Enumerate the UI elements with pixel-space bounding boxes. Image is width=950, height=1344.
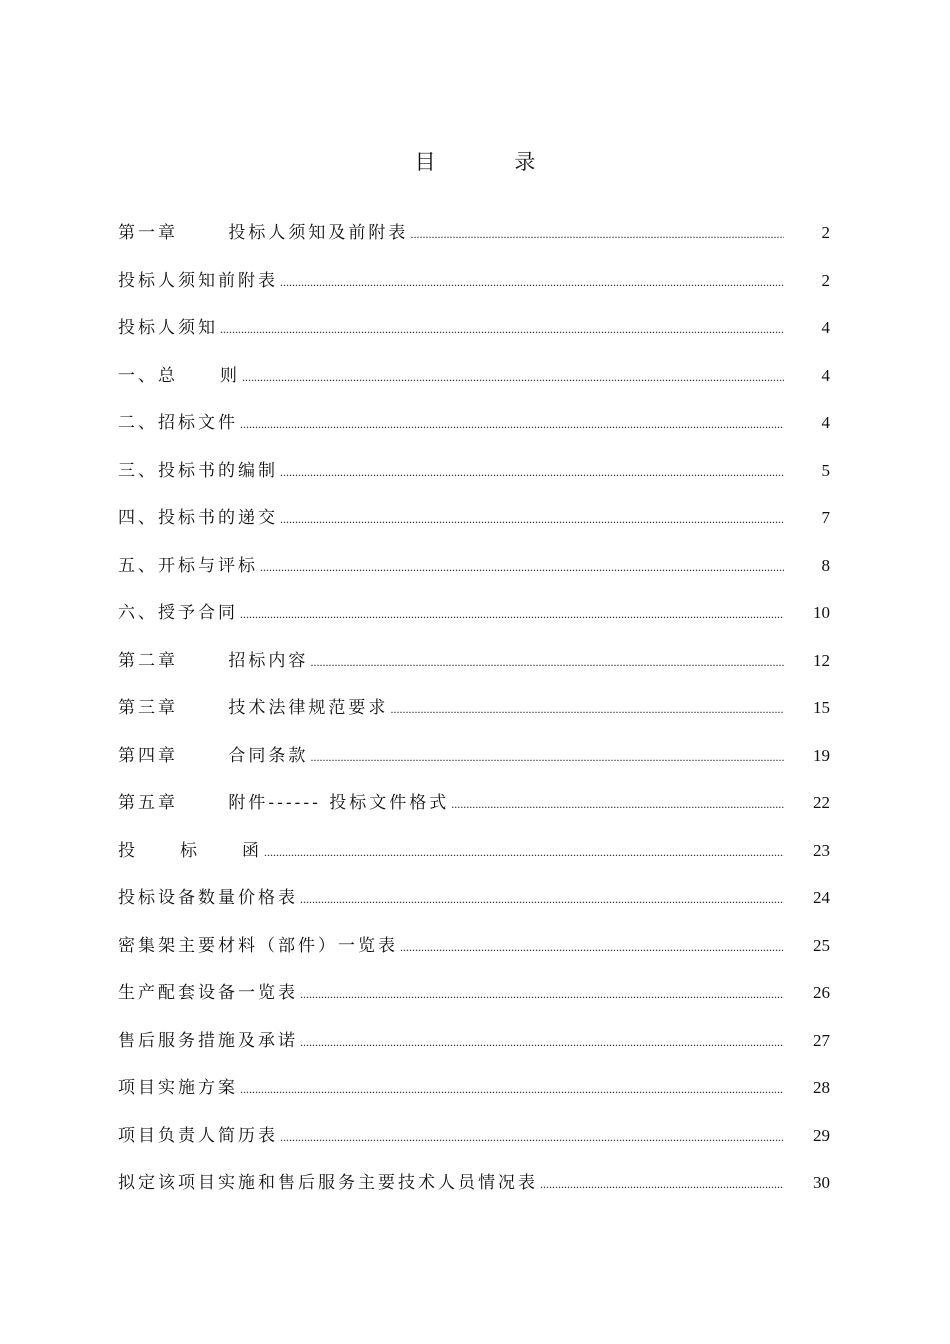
toc-entry-page-number: 22 [813, 793, 830, 812]
table-of-contents [118, 218, 830, 1216]
toc-entry-page-number: 7 [821, 508, 830, 527]
toc-entry-label: 第二章 招标内容 [118, 650, 309, 671]
dot-leader [540, 1177, 784, 1192]
toc-entry-page-number: 15 [813, 698, 830, 717]
dot-leader [260, 560, 784, 575]
dot-leader [280, 465, 784, 480]
toc-entry[interactable] [118, 646, 830, 694]
toc-entry[interactable] [118, 313, 830, 361]
toc-entry-page-number: 4 [821, 413, 830, 432]
toc-entry-label: 生产配套设备一览表 [118, 983, 298, 1003]
toc-entry[interactable] [118, 1073, 830, 1121]
toc-entry-page-number: 30 [813, 1173, 830, 1192]
toc-entry-page-number: 2 [821, 270, 830, 290]
toc-entry-label: 售后服务措施及承诺 [118, 1030, 298, 1051]
dot-leader [310, 655, 784, 670]
toc-entry[interactable] [118, 1121, 830, 1169]
toc-entry-label: 投标设备数量价格表 [118, 888, 298, 908]
dot-leader [242, 370, 784, 385]
toc-entry[interactable] [118, 693, 830, 741]
dot-leader [410, 227, 784, 242]
dot-leader [310, 750, 784, 765]
dot-leader [300, 987, 784, 1002]
toc-title: 目 录 [414, 150, 572, 174]
toc-entry-page-number: 10 [813, 603, 830, 622]
toc-entry-label: 二、招标文件 [118, 413, 238, 433]
dot-leader [264, 845, 784, 860]
dot-leader [280, 275, 784, 290]
toc-entry-label: 投 标 函 [118, 840, 263, 861]
toc-entry-page-number: 19 [813, 745, 830, 765]
toc-entry-page-number: 8 [821, 555, 830, 575]
toc-entry-label: 投标人须知 [118, 318, 218, 338]
toc-entry[interactable] [118, 598, 830, 646]
toc-entry[interactable] [118, 741, 830, 789]
toc-entry-page-number: 4 [821, 318, 830, 337]
toc-entry[interactable] [118, 883, 830, 931]
toc-entry-label: 四、投标书的递交 [118, 508, 278, 528]
dot-leader [300, 892, 784, 907]
toc-entry-label: 第三章 技术法律规范要求 [118, 698, 389, 718]
toc-entry-label: 项目负责人简历表 [118, 1125, 278, 1146]
toc-entry-page-number: 27 [813, 1030, 830, 1050]
dot-leader [300, 1035, 784, 1050]
toc-entry-page-number: 24 [813, 888, 830, 907]
dot-leader [390, 702, 784, 717]
toc-entry[interactable] [118, 266, 830, 314]
toc-entry[interactable] [118, 361, 830, 409]
dot-leader [451, 797, 784, 812]
toc-entry[interactable] [118, 978, 830, 1026]
dot-leader [240, 417, 784, 432]
toc-entry-page-number: 28 [813, 1078, 830, 1097]
toc-entry-label: 五、开标与评标 [118, 555, 258, 576]
toc-entry[interactable] [118, 931, 830, 979]
toc-entry[interactable] [118, 1026, 830, 1074]
toc-entry[interactable] [118, 408, 830, 456]
toc-entry-page-number: 4 [821, 365, 830, 385]
toc-entry-label: 拟定该项目实施和售后服务主要技术人员情况表 [118, 1173, 538, 1193]
toc-entry-page-number: 26 [813, 983, 830, 1002]
toc-entry[interactable] [118, 1168, 830, 1216]
dot-leader [220, 322, 784, 337]
toc-entry-page-number: 5 [821, 460, 830, 480]
dot-leader [280, 1130, 784, 1145]
toc-entry-page-number: 25 [813, 935, 830, 955]
toc-entry-label: 密集架主要材料（部件）一览表 [118, 935, 398, 956]
toc-entry-label: 投标人须知前附表 [118, 270, 278, 291]
toc-entry-label: 项目实施方案 [118, 1078, 238, 1098]
toc-entry-label: 第五章 附件------ 投标文件格式 [118, 793, 450, 813]
toc-entry[interactable] [118, 836, 830, 884]
dot-leader [280, 512, 784, 527]
toc-entry-page-number: 2 [821, 223, 830, 242]
toc-entry[interactable] [118, 788, 830, 836]
dot-leader [400, 940, 784, 955]
toc-entry[interactable] [118, 218, 830, 266]
toc-entry-page-number: 23 [813, 840, 830, 860]
toc-entry-page-number: 12 [813, 650, 830, 670]
dot-leader [240, 1082, 784, 1097]
toc-entry-page-number: 29 [813, 1125, 830, 1145]
toc-entry-label: 六、授予合同 [118, 603, 238, 623]
toc-entry-label: 第一章 投标人须知及前附表 [118, 223, 409, 243]
dot-leader [240, 607, 784, 622]
toc-entry-label: 第四章 合同条款 [118, 745, 309, 766]
toc-entry-label: 三、投标书的编制 [118, 460, 278, 481]
toc-entry-label: 一、总 则 [118, 365, 241, 386]
toc-entry[interactable] [118, 551, 830, 599]
toc-entry[interactable] [118, 456, 830, 504]
toc-entry[interactable] [118, 503, 830, 551]
